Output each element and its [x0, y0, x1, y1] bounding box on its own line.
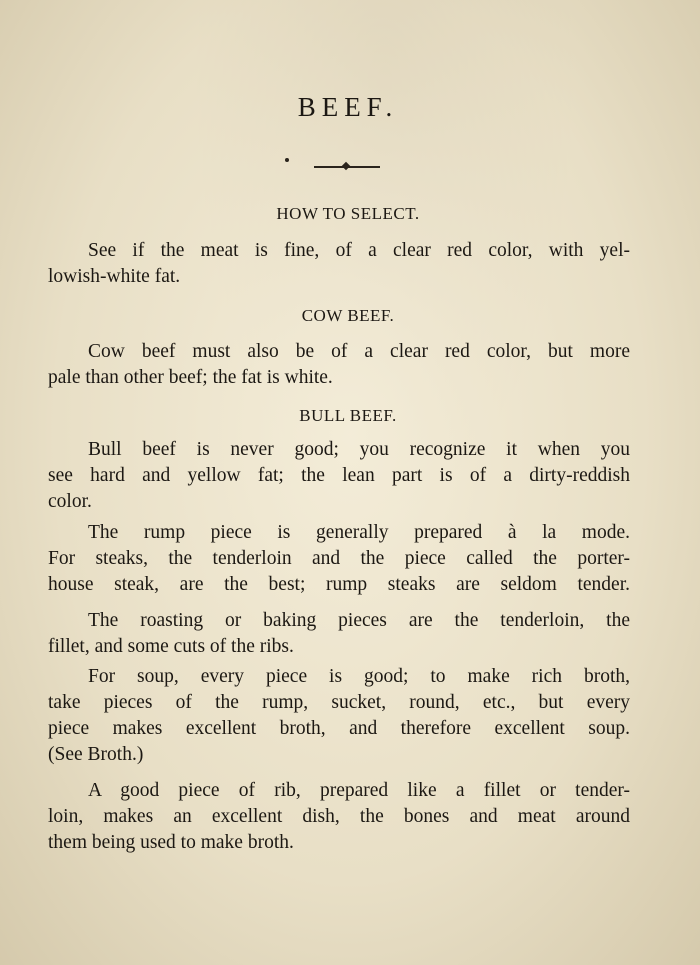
paragraph-line: loin, makes an excellent dish, the bones and meat around: [48, 806, 630, 827]
paragraph-line: A good piece of rib, prepared like a fillet or tender-: [88, 780, 630, 801]
paragraph-line: For steaks, the tenderloin and the piece called the porter-: [48, 548, 630, 569]
ornament-dot: [285, 158, 289, 162]
body-paragraph-rump: [48, 520, 630, 598]
paragraph-line: The roasting or baking pieces are the tenderloin, the: [88, 610, 630, 631]
section-paragraph-bull-beef: [48, 437, 630, 515]
paragraph-line: (See Broth.): [48, 744, 144, 765]
paragraph-line: take pieces of the rump, sucket, round, etc., but every: [48, 692, 630, 713]
book-page: [48, 0, 632, 965]
paragraph-line: Cow beef must also be of a clear red color, but more: [88, 341, 630, 362]
body-paragraph-rib: [48, 778, 630, 856]
paragraph-line: piece makes excellent broth, and therefore excellent soup.: [48, 718, 630, 739]
title-ornament: [48, 158, 648, 178]
section-paragraph-how-to-select: [48, 238, 630, 290]
section-heading-how-to-select: HOW TO SELECT.: [276, 204, 420, 223]
paragraph-line: For soup, every piece is good; to make rich broth,: [88, 666, 630, 687]
section-heading-bull-beef: BULL BEEF.: [299, 406, 397, 425]
paragraph-line: house steak, are the best; rump steaks are seldom tender.: [48, 574, 630, 595]
paragraph-line: See if the meat is fine, of a clear red color, with yel-: [88, 240, 630, 261]
paragraph-line: them being used to make broth.: [48, 832, 294, 853]
paragraph-line: color.: [48, 491, 92, 512]
paragraph-line: Bull beef is never good; you recognize it when you: [88, 439, 630, 460]
body-paragraph-roasting: [48, 608, 630, 660]
paragraph-line: The rump piece is generally prepared à la mode.: [88, 522, 630, 543]
paragraph-line: see hard and yellow fat; the lean part is of a dirty-reddish: [48, 465, 630, 486]
section-paragraph-cow-beef: [48, 339, 630, 391]
section-heading-cow-beef: COW BEEF.: [301, 306, 395, 325]
paragraph-line: pale than other beef; the fat is white.: [48, 367, 333, 388]
ornament-knot: [342, 162, 350, 170]
page-title: BEEF.: [297, 92, 399, 122]
paragraph-line: lowish-white fat.: [48, 266, 181, 287]
paragraph-line: fillet, and some cuts of the ribs.: [48, 636, 294, 657]
body-paragraph-soup: [48, 664, 630, 768]
